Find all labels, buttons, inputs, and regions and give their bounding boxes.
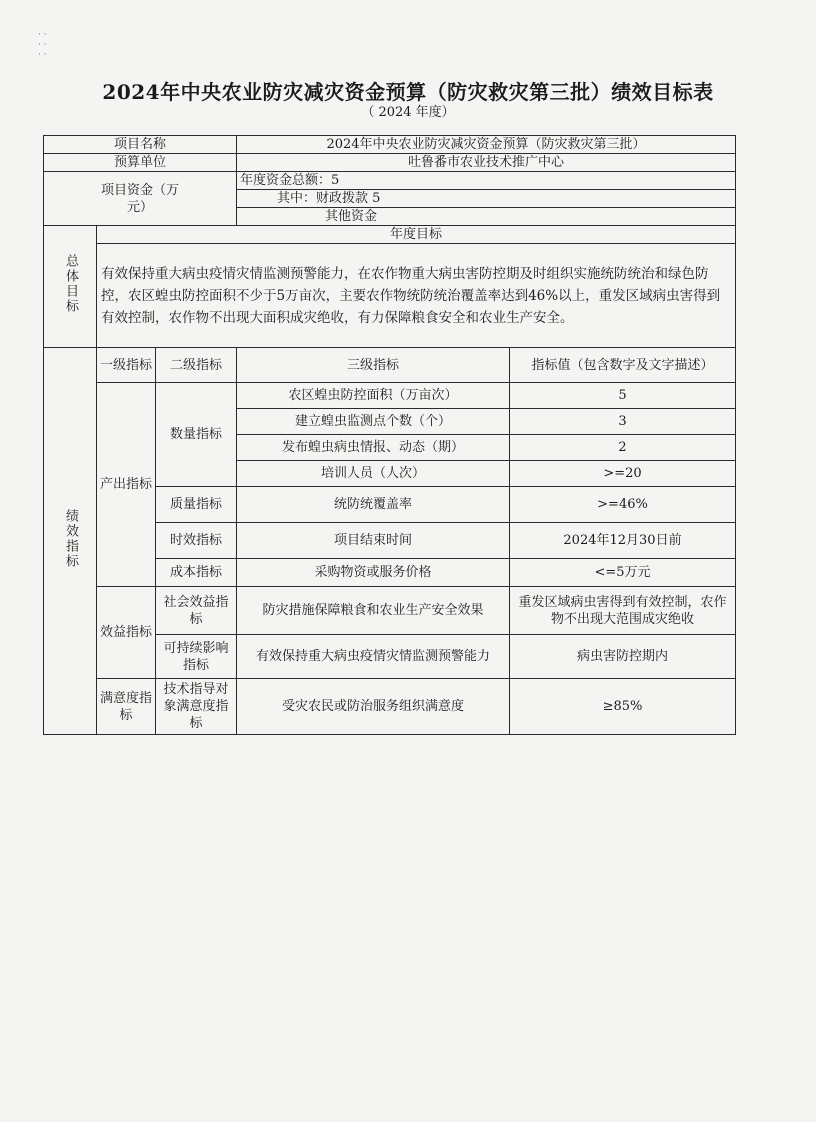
perf-indicators-label-text: 绩效指标	[63, 508, 78, 569]
quantity-value-4: >=20	[510, 461, 736, 487]
quantity-name-4: 培训人员（人次）	[237, 461, 510, 487]
col-level1-header: 一级指标	[97, 348, 156, 383]
satisfaction-name: 受灾农民或防治服务组织满意度	[237, 679, 510, 735]
project-name-value: 2024年中央农业防灾减灾资金预算（防灾救灾第三批）	[237, 136, 736, 154]
row-indicator-header	[44, 348, 736, 383]
table-row	[44, 679, 736, 735]
sustain-value: 病虫害防控期内	[510, 635, 736, 679]
satisfaction-sub-label: 技术指导对象满意度指标	[156, 679, 237, 735]
time-name: 项目结束时间	[237, 523, 510, 559]
satisfaction-indicator-label: 满意度指标	[97, 679, 156, 735]
col-level3-header: 三级指标	[237, 348, 510, 383]
fund-other: 其他资金	[237, 208, 736, 226]
quantity-value-1: 5	[510, 383, 736, 409]
budget-unit-value: 吐鲁番市农业技术推广中心	[237, 154, 736, 172]
output-indicator-label: 产出指标	[97, 383, 156, 587]
scan-mark: · · · · · ·	[38, 30, 47, 60]
social-indicator-label: 社会效益指标	[156, 587, 237, 635]
quantity-value-2: 3	[510, 409, 736, 435]
row-year-goal-header	[44, 226, 736, 244]
sustain-indicator-label: 可持续影响指标	[156, 635, 237, 679]
year-goal-label: 年度目标	[97, 226, 736, 244]
fund-fiscal: 其中：财政拨款 5	[237, 190, 736, 208]
performance-table-wrap	[43, 135, 735, 735]
row-project-name	[44, 136, 736, 154]
row-fund-total	[44, 172, 736, 190]
cost-name: 采购物资或服务价格	[237, 559, 510, 587]
time-indicator-label: 时效指标	[156, 523, 237, 559]
year-goal-text: 有效保持重大病虫疫情灾情监测预警能力，在农作物重大病虫害防控期及时组织实施统防统治和绿色防控，农区蝗虫防控面积不少于5万亩次，主要农作物统防统治覆盖率达到46%以上，重发区域病虫害得到有效控制，农作物不出现大面积成灾绝收，有力保障粮食安全和农业生产安全。	[97, 244, 736, 348]
project-name-label: 项目名称	[44, 136, 237, 154]
overall-goal-label-text: 总体目标	[63, 254, 78, 314]
perf-indicators-label	[44, 348, 97, 735]
satisfaction-value: ≥85%	[510, 679, 736, 735]
table-row	[44, 383, 736, 409]
document-title: 2024年中央农业防灾减灾资金预算（防灾救灾第三批）绩效目标表	[102, 80, 714, 104]
quantity-indicator-label: 数量指标	[156, 383, 237, 487]
quality-value: >=46%	[510, 487, 736, 523]
performance-table	[43, 135, 736, 735]
time-value: 2024年12月30日前	[510, 523, 736, 559]
overall-goal-label	[44, 226, 97, 348]
row-budget-unit	[44, 154, 736, 172]
row-year-goal-text	[44, 244, 736, 348]
cost-value: <=5万元	[510, 559, 736, 587]
cost-indicator-label: 成本指标	[156, 559, 237, 587]
col-value-header: 指标值（包含数字及文字描述）	[510, 348, 736, 383]
quantity-name-3: 发布蝗虫病虫情报、动态（期）	[237, 435, 510, 461]
sustain-name: 有效保持重大病虫疫情灾情监测预警能力	[237, 635, 510, 679]
quality-name: 统防统覆盖率	[237, 487, 510, 523]
quantity-value-3: 2	[510, 435, 736, 461]
fund-total: 年度资金总额：5	[237, 172, 736, 190]
col-level2-header: 二级指标	[156, 348, 237, 383]
document-subtitle: （ 2024 年度）	[361, 105, 455, 120]
benefit-indicator-label: 效益指标	[97, 587, 156, 679]
quantity-name-2: 建立蝗虫监测点个数（个）	[237, 409, 510, 435]
quantity-name-1: 农区蝗虫防控面积（万亩次）	[237, 383, 510, 409]
social-name: 防灾措施保障粮食和农业生产安全效果	[237, 587, 510, 635]
fund-label-text: 项目资金（万元）	[100, 182, 179, 215]
fund-label	[44, 172, 237, 226]
quality-indicator-label: 质量指标	[156, 487, 237, 523]
table-row	[44, 587, 736, 635]
budget-unit-label: 预算单位	[44, 154, 237, 172]
social-value: 重发区域病虫害得到有效控制，农作物不出现大范围成灾绝收	[510, 587, 736, 635]
